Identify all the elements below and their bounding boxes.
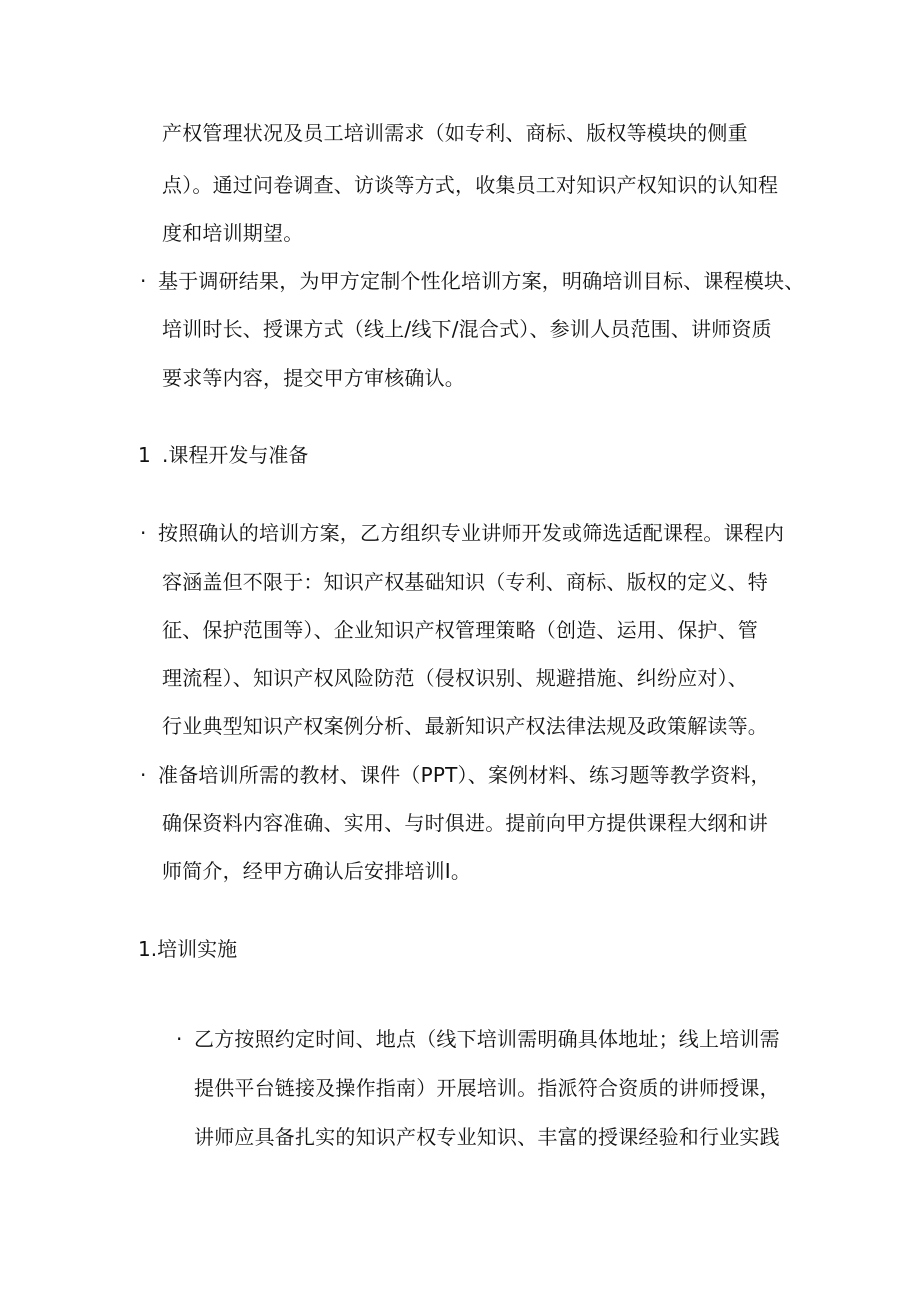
section-title-course: .课程开发与准备: [162, 443, 309, 467]
intro-line-1: 产权管理状况及员工培训需求（如专利、商标、版权等模块的侧重: [162, 121, 748, 145]
course-line-2: 容涵盖但不限于：知识产权基础知识（专利、商标、版权的定义、特: [162, 570, 768, 594]
bullet-marker: ·: [176, 1027, 183, 1051]
materials-line-2: 确保资料内容准确、实用、与时俱进。提前向甲方提供课程大纲和讲: [162, 811, 768, 835]
intro-line-2: 点）。通过问卷调查、访谈等方式，收集员工对知识产权知识的认知程: [162, 173, 779, 197]
bullet-marker: ·: [140, 763, 147, 787]
bullet-marker: ·: [140, 269, 147, 293]
plan-line-1: 基于调研结果，为甲方定制个性化培训方案，明确培训目标、课程模块、: [158, 269, 805, 293]
materials-line-1: 准备培训所需的教材、课件（PPT）、案例材料、练习题等教学资料，: [158, 763, 771, 787]
section-number: 1: [138, 443, 151, 467]
materials-line-3: 师简介，经甲方确认后安排培训I。: [162, 859, 472, 883]
delivery-line-2: 提供平台链接及操作指南）开展培训。指派符合资质的讲师授课，: [194, 1076, 780, 1100]
intro-line-3: 度和培训期望。: [162, 221, 304, 245]
course-line-4: 理流程）、知识产权风险防范（侵权识别、规避措施、纠纷应对）、: [162, 666, 748, 690]
course-line-5: 行业典型知识产权案例分析、最新知识产权法律法规及政策解读等。: [162, 714, 768, 738]
course-line-3: 征、保护范围等）、企业知识产权管理策略（创造、运用、保护、管: [162, 618, 758, 642]
delivery-line-3: 讲师应具备扎实的知识产权专业知识、丰富的授课经验和行业实践: [194, 1125, 780, 1149]
bullet-marker: ·: [140, 521, 147, 545]
course-line-1: 按照确认的培训方案，乙方组织专业讲师开发或筛选适配课程。课程内: [158, 521, 785, 545]
section-title-implementation: 1.培训实施: [138, 937, 238, 961]
plan-line-2: 培训时长、授课方式（线上/线下/混合式）、参训人员范围、讲师资质: [162, 317, 772, 341]
delivery-line-1: 乙方按照约定时间、地点（线下培训需明确具体地址；线上培训需: [194, 1027, 780, 1051]
plan-line-3: 要求等内容，提交甲方审核确认。: [162, 366, 465, 390]
